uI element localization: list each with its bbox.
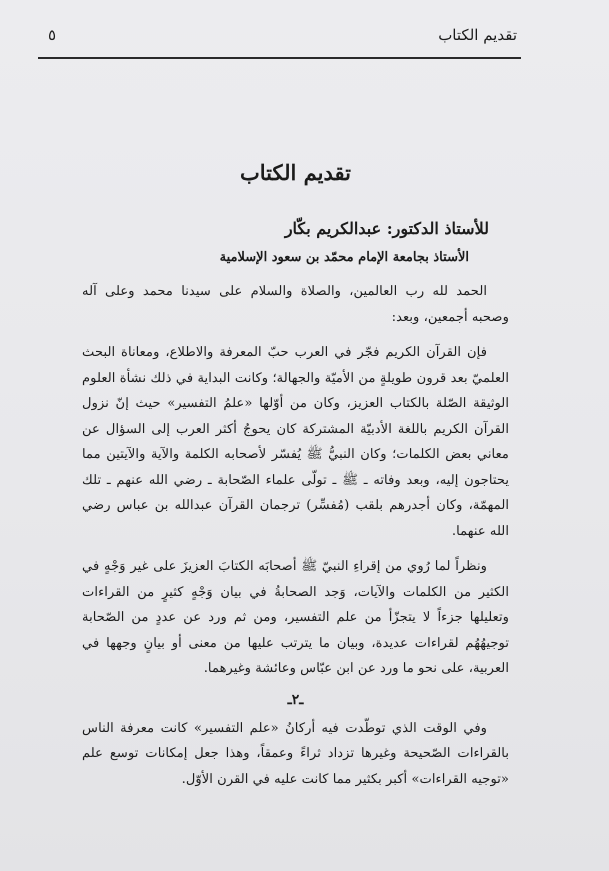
running-title: تقديم الكتاب <box>438 26 517 44</box>
author-line: للأستاذ الدكتور: عبدالكريم بكّار <box>284 219 489 238</box>
paragraph-tafsir-growth: وفي الوقت الذي توطّدت فيه أركانُ «علم التفسير» كانت معرفة الناس بالقراءات الصّحيحة وغيرها تزداد ثراءً وعمقاً، وهذا جعل إمكانات توسع علم «توجيه القراءات» أكبر بكثير مما كانت عليه في القرن الأوّل. <box>82 720 509 787</box>
header-rule <box>38 57 521 59</box>
running-header <box>48 22 517 52</box>
paragraph-readings: ونظراً لما رُوي من إقراءِ النبيّ ﷺ أصحابَه الكتابَ العزيزَ على غير وَجْهٍ في الكثير من الكلمات والآيات، وَجد الصحابةُ في بيان وَجْهٍ كثيرٍ من القراءات وتعليلها جزءاً لا يتجزّأ من علم التفسير، ومن ثم ورد عن عددٍ من الصّحابة توجيهُهُم لقراءات عديدة، وبيان ما يترتب عليها من معنى أو بيانٍ وجهها في العربية، على نحو ما ورد عن ابن عبّاس وعائشة وغيرهما. <box>82 559 509 676</box>
paragraph-opening: الحمد لله رب العالمين، والصلاة والسلام على سيدنا محمد وعلى آله وصحبه أجمعين، وبعد: <box>82 284 509 325</box>
chapter-title: تقديم الكتاب <box>240 160 351 185</box>
author-affiliation: الأستاذ بجامعة الإمام محمّد بن سعود الإسلامية <box>219 250 469 265</box>
page-body <box>82 160 509 802</box>
paragraph-quran-knowledge: فإن القرآن الكريم فجّر في العرب حبّ المعرفة والاطلاع، ومعاناة البحث العلميّ بعد قرون طويلةٍ من الأميّة والجهالة؛ وكانت البداية في ذلك نشأة العلوم الوثيقة الصّلة بالكتاب العزيز، وكان من أوّلها «علمُ التفسير» حيث إنّ نزول القرآن الكريم باللغة الأدبيّة المشتركة كان يحوجُ أكثر العرب إلى السؤال عن معاني بعض الكلمات؛ وكان النبيُّ ﷺ يُفسّر لأصحابه الكلمة والآية والآيتين مما يحتاجون إليه، وبعد وفاته ـ ﷺ ـ تولّى علماء الصّحابة ـ رضي الله عنهم ـ تلك المهمّة، وكان أجدرهم بلقب (مُفسِّر) ترجمان القرآن عبدالله بن عباس رضي الله عنهما. <box>82 345 509 539</box>
section-number: ـ٢ـ <box>287 691 304 708</box>
page-number: ٥ <box>48 26 57 44</box>
